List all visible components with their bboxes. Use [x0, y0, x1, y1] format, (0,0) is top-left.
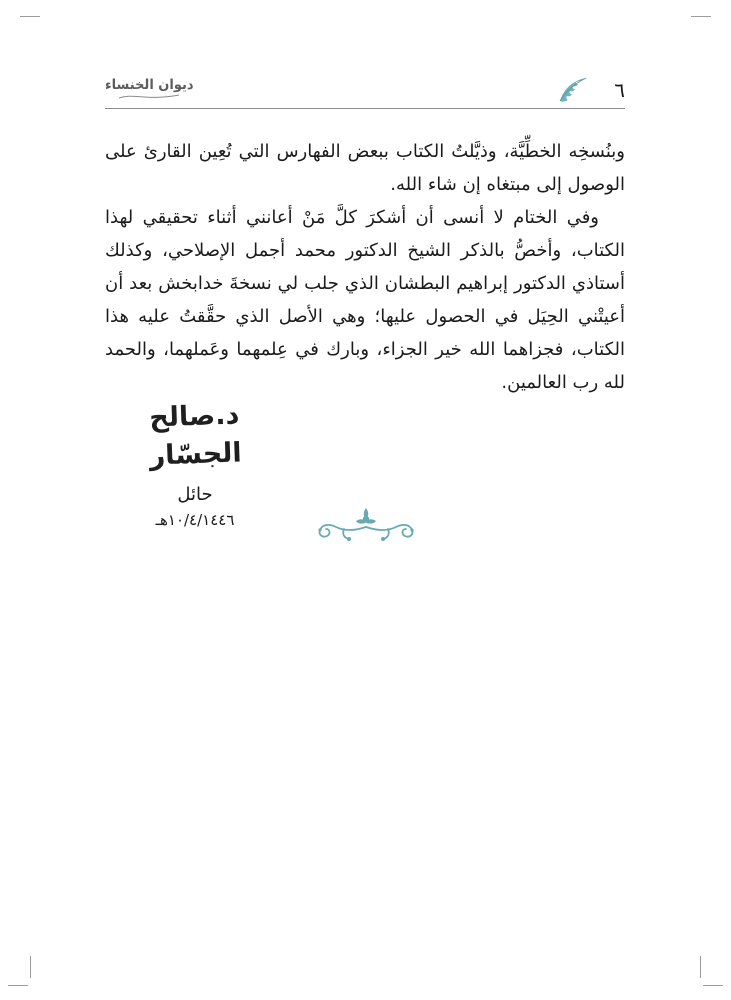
crop-mark-top-left	[20, 16, 40, 17]
signature-city: حائل	[177, 483, 213, 505]
header-right	[558, 77, 625, 103]
flourish-icon	[304, 503, 428, 547]
body-text	[105, 136, 625, 400]
signature-date: ١٠/٤/١٤٤٦هـ	[155, 510, 235, 529]
crop-mark-top-right	[691, 16, 711, 17]
signature-block	[100, 398, 290, 529]
book-title-logo	[105, 79, 194, 101]
crop-mark-bottom-right	[703, 985, 723, 986]
crop-mark-bottom-right-vertical	[700, 956, 701, 978]
logo-flourish-icon	[117, 93, 181, 101]
crop-mark-bottom-left	[8, 985, 28, 986]
paragraph: وبنُسخِه الخطِّيَّة، وذيَّلتُ الكتاب ببعض الفهارس التي تُعِين القارئ على الوصول إلى مبتغاه إن شاء الله.	[105, 141, 625, 195]
feather-icon	[558, 77, 588, 103]
page-header	[105, 74, 625, 106]
crop-mark-bottom-left-vertical	[30, 956, 31, 978]
paragraph: وفي الختام لا أنسى أن أشكرَ كلَّ مَنْ أعانني أثناء تحقيقي لهذا الكتاب، وأخصُّ بالذكر الشيخ الدكتور محمد أجمل الإصلاحي، وكذلك أستاذي الدكتور إبراهيم البطشان الذي جلب لي نسخةَ خدابخش بعد أن أعيتْني الحِيَل في الحصول عليها؛ وهي الأصل الذي حقَّقتُ عليه هذا الكتاب، فجزاهما الله خير الجزاء، وبارك في عِلمهما وعَملهما، والحمد لله رب العالمين.	[105, 206, 625, 393]
page-number: ٦	[614, 78, 625, 102]
header-rule	[105, 108, 625, 109]
signature-name: د.صالح الجسّار	[148, 399, 243, 472]
book-title: ديوان الخنساء	[105, 77, 194, 94]
